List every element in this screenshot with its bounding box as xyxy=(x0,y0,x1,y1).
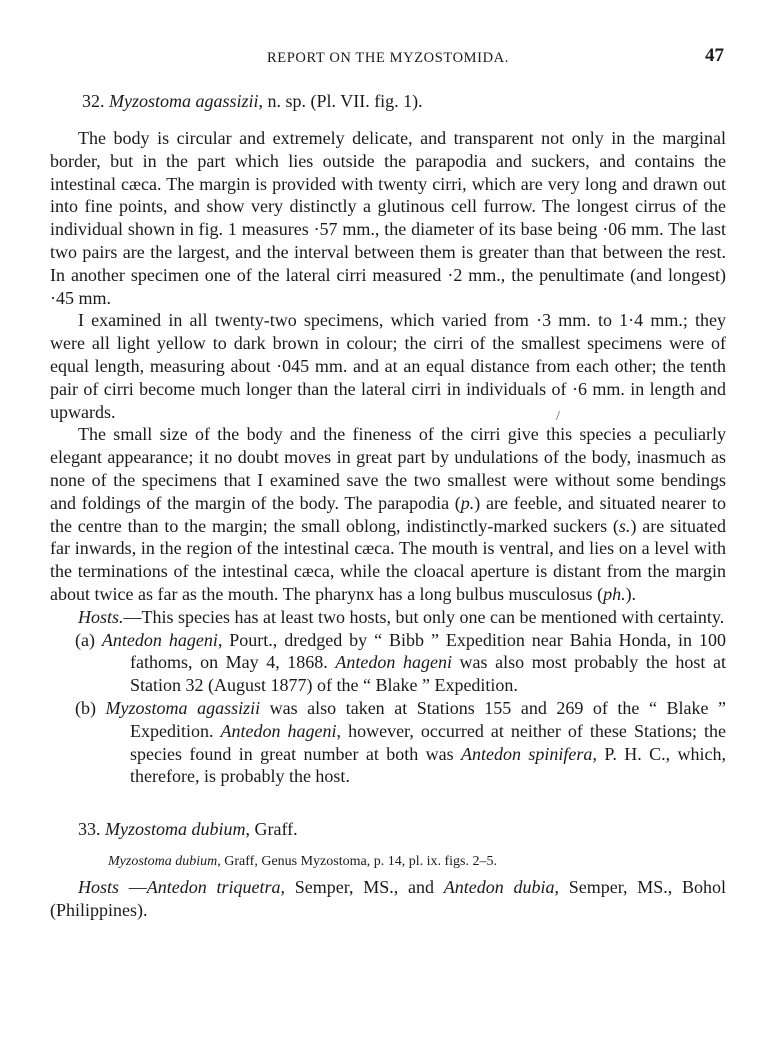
stray-mark: / xyxy=(556,409,560,424)
paragraph-body: The body is circular and extremely delicate, and transparent not only in the marginal border, but in the part which lies outside the parapodia and suckers, and contains the intestinal cæca. The margin is provided with twenty cirri, which are very long and drawn out into fine points, and show very distinctly a glutinous cell furrow. The longest cirrus of the individual shown in fig. 1 measures ·57 mm., the diameter of its base being ·06 mm. The last two pairs are the largest, and the interval between them is greater than that between the rest. In another specimen one of the lateral cirri measured ·2 mm., the penultimate (and longest) ·45 mm. xyxy=(50,128,726,308)
section-33-authority: , Graff. xyxy=(245,819,298,840)
section-33-hosts: Hosts —Antedon triquetra, Semper, MS., and Antedon dubia, Semper, MS., Bohol (Philippines). xyxy=(50,877,726,920)
section-32-heading xyxy=(50,90,726,127)
section-32-authority: , n. sp. (Pl. VII. fig. 1). xyxy=(258,91,423,111)
paragraph-appearance: The small size of the body and the fineness of the cirri give this species a peculiarly elegant appearance; it no doubt moves in great part by undulations of the body, inasmuch as none of the specimens that I examined save the two smallest were without some bendings and foldings of the margin of the body. The parapodia (p.) are feeble, and situated nearer to the centre than to the margin; the small oblong, indistinctly-marked suckers (s.) are situated far inwards, in the region of the intestinal cæca. The mouth is ventral, and lies on a level with the terminations of the intestinal cæca, while the cloacal aperture is distant from the margin about twice as far as the mouth. The pharynx has a long bulbus musculosus (ph.). xyxy=(50,424,727,604)
host-item-a: (a) Antedon hageni, Pourt., dredged by “ Bibb ” Expedition near Bahia Honda, in 100 fathoms, on May 4, 1868. Antedon hageni was also most probably the host at Station 32 (August 1877) of the “ Blake ” Expedition. xyxy=(75,629,727,696)
section-33-species: Myzostoma dubium xyxy=(105,819,246,840)
spacer xyxy=(50,788,726,818)
page-number: 47 xyxy=(705,45,724,66)
section-33-number: 33. xyxy=(78,819,101,840)
synonymy-line: Myzostoma dubium, Graff, Genus Myzostoma, p. 14, pl. ix. figs. 2–5. xyxy=(108,854,497,870)
section-32-species: Myzostoma agassizii xyxy=(109,91,259,111)
host-item-b: (b) Myzostoma agassizii was also taken at Stations 155 and 269 of the “ Blake ” Expedition. Antedon hageni, however, occurred at neither of these Stations; the species found in great number at both was Antedon spinifera, P. H. C., which, therefore, is probably the host. xyxy=(75,697,727,787)
hosts-list xyxy=(50,629,726,789)
running-title: REPORT ON THE MYZOSTOMIDA. xyxy=(267,50,509,66)
hosts-paragraph: Hosts.—This species has at least two hosts, but only one can be mentioned with certainty. xyxy=(78,606,725,627)
text-body xyxy=(50,90,726,922)
hosts-label: Hosts. xyxy=(78,606,124,627)
section-32-number: 32. xyxy=(82,91,105,111)
paragraph-specimens: I examined in all twenty-two specimens, which varied from ·3 mm. to 1·4 mm.; they were all light yellow to dark brown in colour; the cirri of the smallest specimens were of equal length, measuring about ·045 mm. and at an equal distance from each other; the tenth pair of cirri become much longer than the lateral cirri in individuals of ·6 mm. in length and upwards. xyxy=(50,310,726,422)
section-33-heading xyxy=(50,818,726,848)
